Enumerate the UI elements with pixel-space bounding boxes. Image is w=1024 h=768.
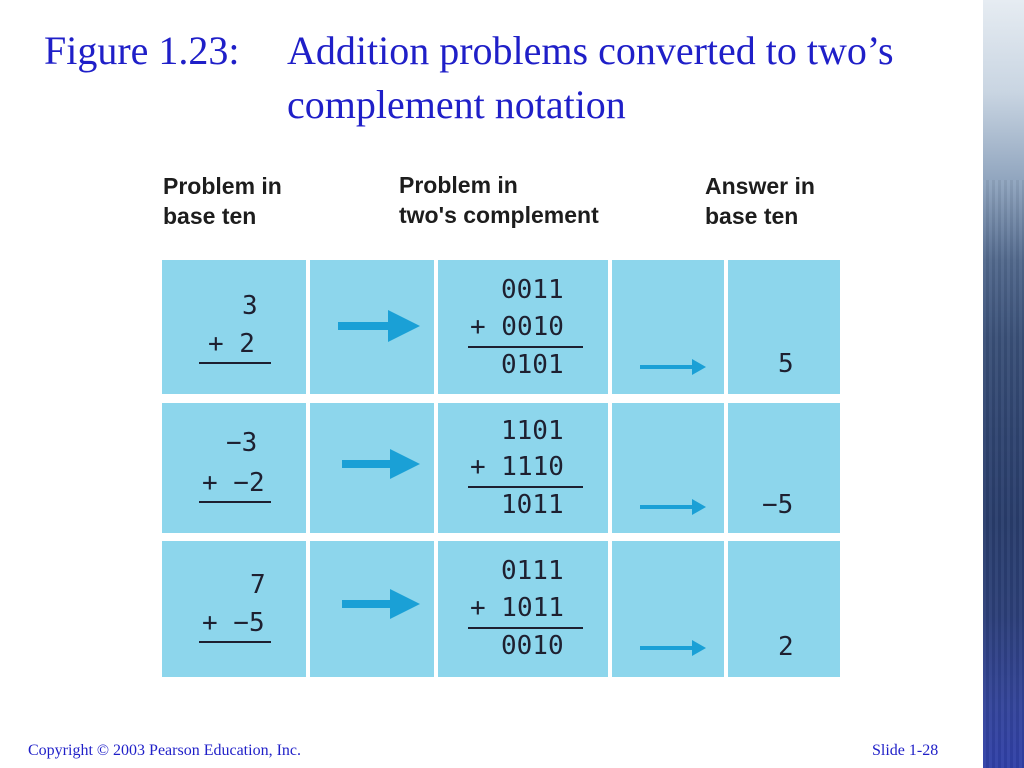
addition-table xyxy=(162,260,840,677)
table-row-1-binary-cell xyxy=(438,260,608,394)
table-row-1-arrow-cell xyxy=(310,260,434,394)
header-line: base ten xyxy=(705,203,799,229)
answer-value: −5 xyxy=(762,490,794,520)
header-line: Answer in xyxy=(705,173,815,199)
table-row-1-problem-cell xyxy=(162,260,306,394)
right-arrow-icon xyxy=(342,447,420,481)
title-line2: complement notation xyxy=(287,82,626,127)
header-answer-base-ten xyxy=(705,171,815,231)
title-prefix: Figure 1.23: xyxy=(44,28,240,73)
header-line: Problem in xyxy=(399,172,518,198)
title-line1: Addition problems converted to two’s xyxy=(287,28,894,73)
binary-b: + 0010 xyxy=(470,312,564,342)
binary-sum: 1011 xyxy=(501,490,564,520)
header-problem-twos-complement xyxy=(399,170,599,230)
operand-b: + 2 xyxy=(208,329,255,359)
table-row-2-arrow-cell xyxy=(310,403,434,533)
table-row-3-binary-cell xyxy=(438,541,608,677)
binary-a: 0011 xyxy=(501,275,564,305)
right-arrow-icon xyxy=(640,640,706,656)
table-row-3-answer-cell xyxy=(728,541,840,677)
slide-title xyxy=(44,24,994,132)
sum-rule xyxy=(199,641,271,643)
operand-b: + −5 xyxy=(202,608,265,638)
header-line: Problem in xyxy=(163,173,282,199)
header-line: base ten xyxy=(163,203,257,229)
right-arrow-icon xyxy=(342,587,420,621)
binary-sum: 0101 xyxy=(501,350,564,380)
header-line: two's complement xyxy=(399,202,599,228)
binary-a: 1101 xyxy=(501,416,564,446)
right-arrow-icon xyxy=(338,308,420,344)
binary-sum: 0010 xyxy=(501,631,564,661)
copyright-notice: Copyright © 2003 Pearson Education, Inc. xyxy=(28,742,301,759)
operand-a: 3 xyxy=(242,291,258,321)
answer-value: 5 xyxy=(778,349,794,379)
operand-a: 7 xyxy=(250,570,266,600)
sum-rule xyxy=(199,362,271,364)
table-row-2-answer-cell xyxy=(728,403,840,533)
sum-rule xyxy=(199,501,271,503)
binary-a: 0111 xyxy=(501,556,564,586)
table-row-1-small-arrow-cell xyxy=(612,260,724,394)
binary-b: + 1110 xyxy=(470,452,564,482)
answer-value: 2 xyxy=(778,632,794,662)
table-row-2-problem-cell xyxy=(162,403,306,533)
table-row-2-binary-cell xyxy=(438,403,608,533)
operand-b: + −2 xyxy=(202,468,265,498)
slide-number: Slide 1-28 xyxy=(872,742,939,759)
table-row-2-small-arrow-cell xyxy=(612,403,724,533)
table-row-3-small-arrow-cell xyxy=(612,541,724,677)
operand-a: −3 xyxy=(226,428,258,458)
binary-b: + 1011 xyxy=(470,593,564,623)
table-row-3-problem-cell xyxy=(162,541,306,677)
table-row-1-answer-cell xyxy=(728,260,840,394)
right-arrow-icon xyxy=(640,499,706,515)
right-arrow-icon xyxy=(640,359,706,375)
header-problem-base-ten xyxy=(163,171,282,231)
table-row-3-arrow-cell xyxy=(310,541,434,677)
